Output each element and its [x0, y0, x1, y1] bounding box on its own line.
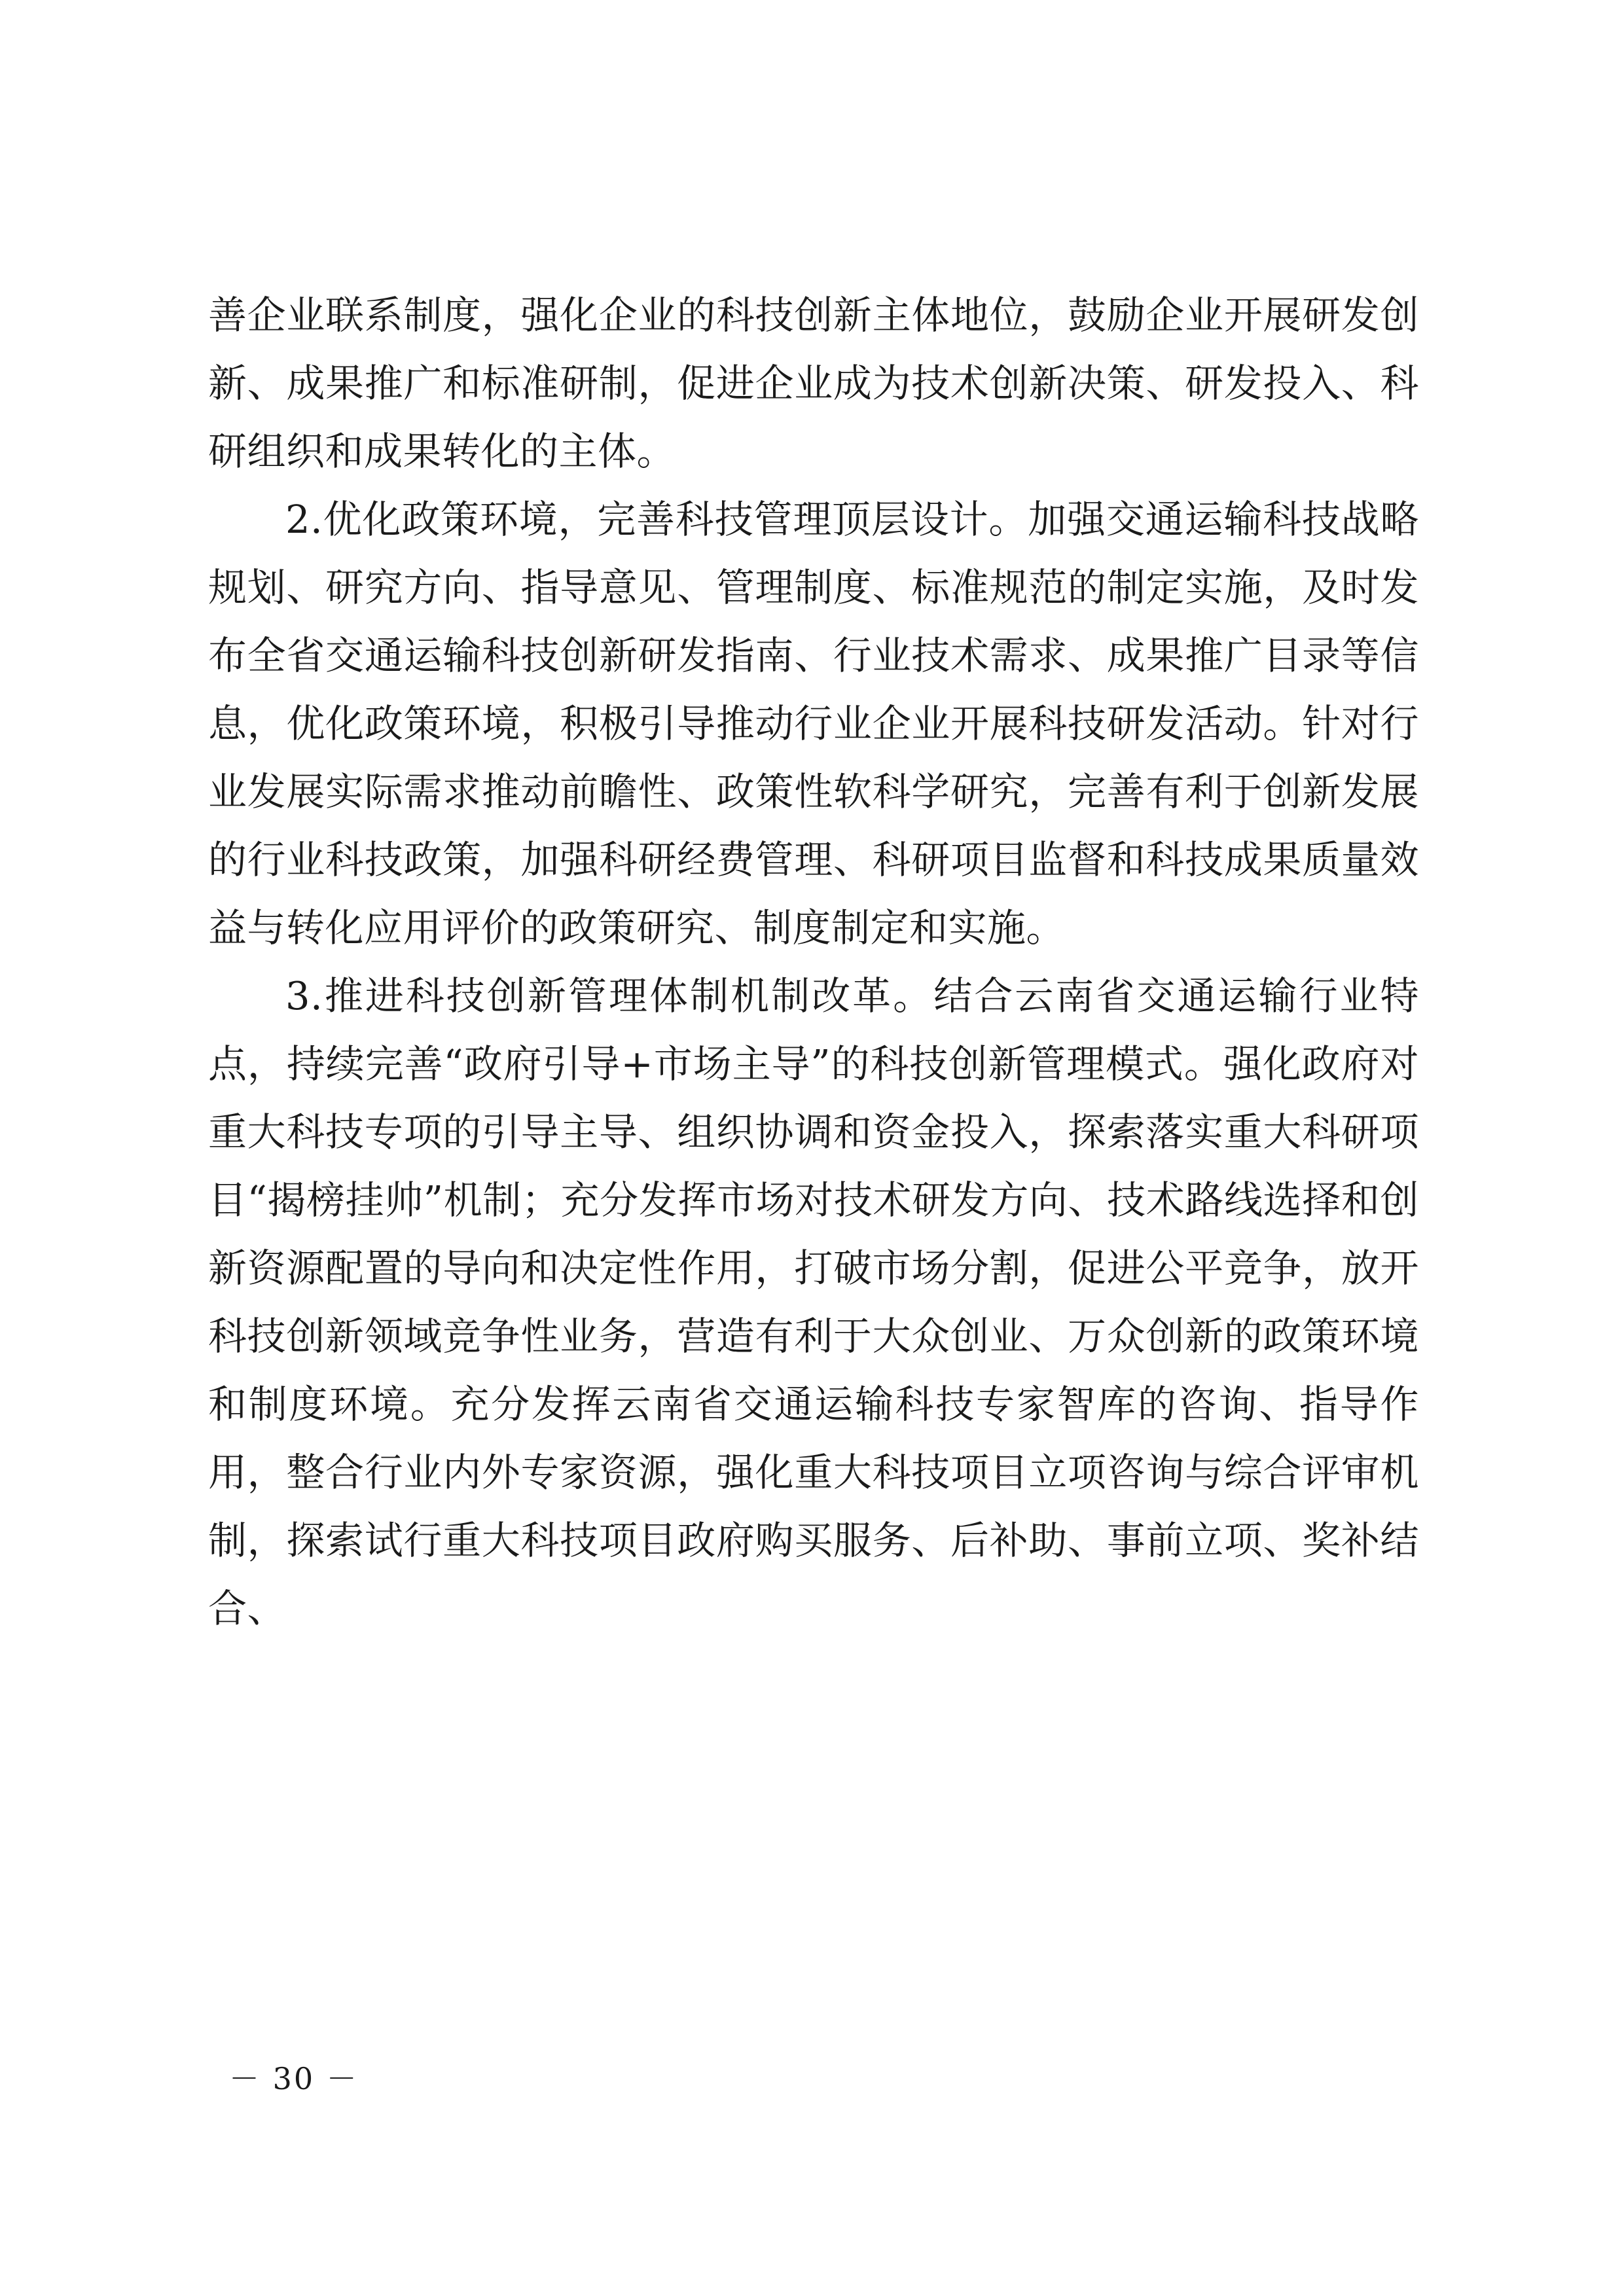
paragraph-item-2: 2.优化政策环境，完善科技管理顶层设计。加强交通运输科技战略规划、研究方向、指导意见、管理制度、标准规范的制定实施，及时发布全省交通运输科技创新研发指南、行业技术需求、成果推广目录等信息，优化政策环境，积极引导推动行业企业开展科技研发活动。针对行业发展实际需求推动前瞻性、政策性软科学研究，完善有利于创新发展的行业科技政策，加强科研经费管理、科研项目监督和科技成果质量效益与转化应用评价的政策研究、制度制定和实施。: [208, 497, 1419, 950]
page-number: － 30 －: [229, 2061, 359, 2096]
page-body: [208, 281, 1419, 1643]
paragraph-item-3: 3.推进科技创新管理体制机制改革。结合云南省交通运输行业特点，持续完善“政府引导+市场主导”的科技创新管理模式。强化政府对重大科技专项的引导主导、组织协调和资金投入，探索落实重大科研项目“揭榜挂帅”机制；充分发挥市场对技术研发方向、技术路线选择和创新资源配置的导向和决定性作用，打破市场分割，促进公平竞争，放开科技创新领域竞争性业务，营造有利于大众创业、万众创新的政策环境和制度环境。充分发挥云南省交通运输科技专家智库的咨询、指导作用，整合行业内外专家资源，强化重大科技项目立项咨询与综合评审机制，探索试行重大科技项目政府购买服务、后补助、事前立项、奖补结合、: [208, 973, 1419, 1631]
page-footer: [208, 2055, 1419, 2098]
paragraph-continuation: 善企业联系制度，强化企业的科技创新主体地位，鼓励企业开展研发创新、成果推广和标准研制，促进企业成为技术创新决策、研发投入、科研组织和成果转化的主体。: [208, 293, 1419, 474]
